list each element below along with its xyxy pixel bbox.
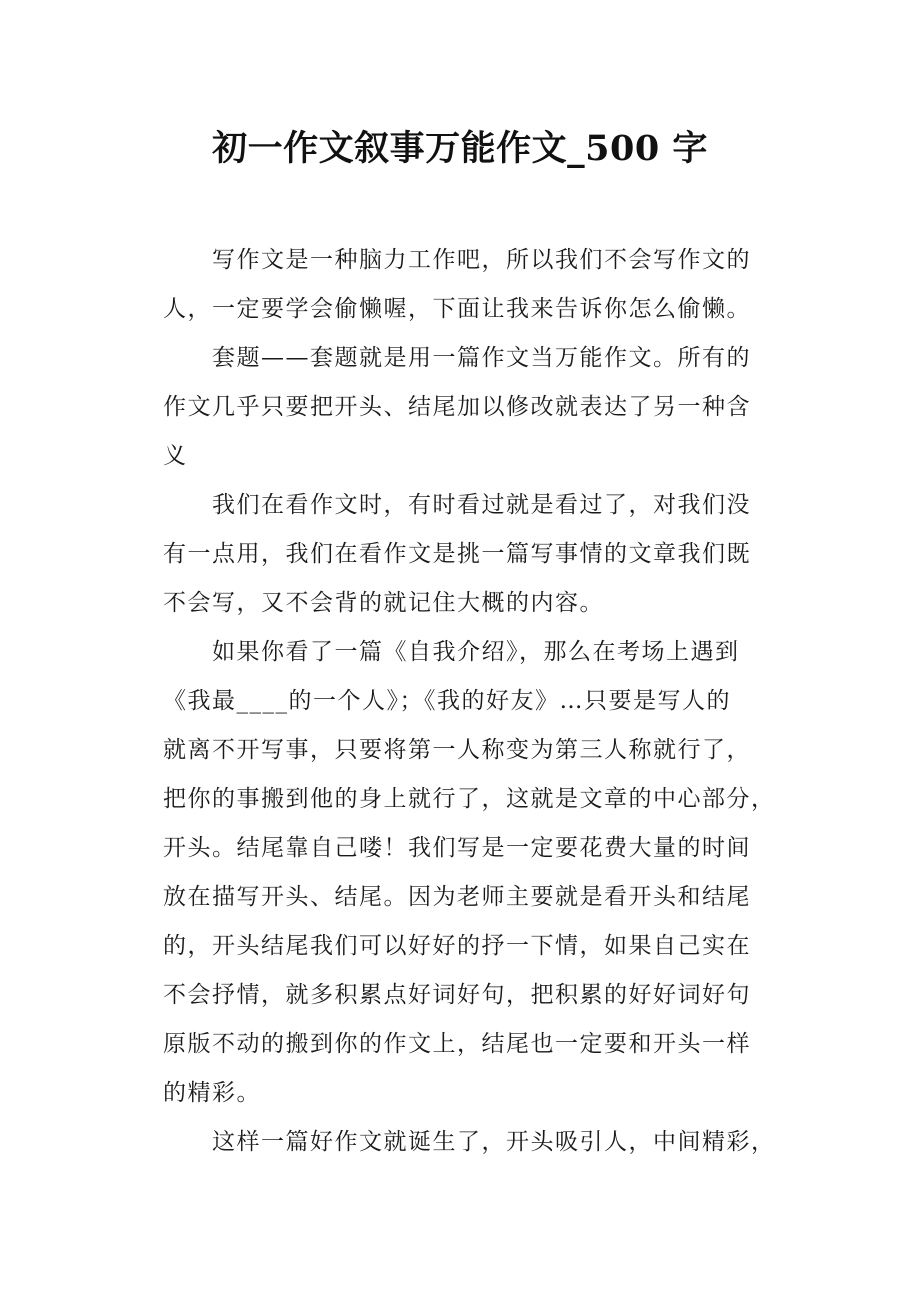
paragraph-line: 的，开头结尾我们可以好好的抒一下情，如果自己实在	[163, 933, 751, 959]
paragraph-line: 不会抒情，就多积累点好词好句，把积累的好好词好句	[163, 982, 751, 1008]
paragraph-line: 如果你看了一篇《自我介绍》，那么在考场上遇到	[212, 639, 740, 665]
paragraph-line: 开头。结尾靠自己喽！我们写是一定要花费大量的时间	[163, 835, 751, 861]
paragraph-line: 人，一定要学会偷懒喔，下面让我来告诉你怎么偷懒。	[163, 296, 751, 322]
paragraph-line: 就离不开写事，只要将第一人称变为第三人称就行了，	[163, 737, 751, 763]
paragraph-line: 原版不动的搬到你的作文上，结尾也一定要和开头一样	[163, 1031, 751, 1057]
paragraph-line: 套题——套题就是用一篇作文当万能作文。所有的	[212, 345, 751, 371]
paragraph-line: 写作文是一种脑力工作吧，所以我们不会写作文的	[212, 247, 751, 273]
paragraph-line: 放在描写开头、结尾。因为老师主要就是看开头和结尾	[163, 884, 751, 910]
document-body	[163, 236, 776, 1167]
paragraph-line: 的精彩。	[163, 1080, 261, 1106]
paragraph-line: 义	[163, 443, 188, 469]
paragraph-line: 《我最____的一个人》；《我的好友》…只要是写人的	[163, 688, 731, 714]
paragraph-line: 我们在看作文时，有时看过就是看过了，对我们没	[212, 492, 751, 518]
paragraph-line: 把你的事搬到他的身上就行了，这就是文章的中心部分，	[163, 786, 776, 812]
document-title: 初一作文叙事万能作文_500 字	[212, 128, 708, 169]
paragraph-line: 作文几乎只要把开头、结尾加以修改就表达了另一种含	[163, 394, 751, 420]
paragraph-line: 这样一篇好作文就诞生了，开头吸引人，中间精彩，	[212, 1129, 776, 1155]
paragraph-line: 不会写，又不会背的就记住大概的内容。	[163, 590, 604, 616]
paragraph-line: 有一点用，我们在看作文是挑一篇写事情的文章我们既	[163, 541, 751, 567]
